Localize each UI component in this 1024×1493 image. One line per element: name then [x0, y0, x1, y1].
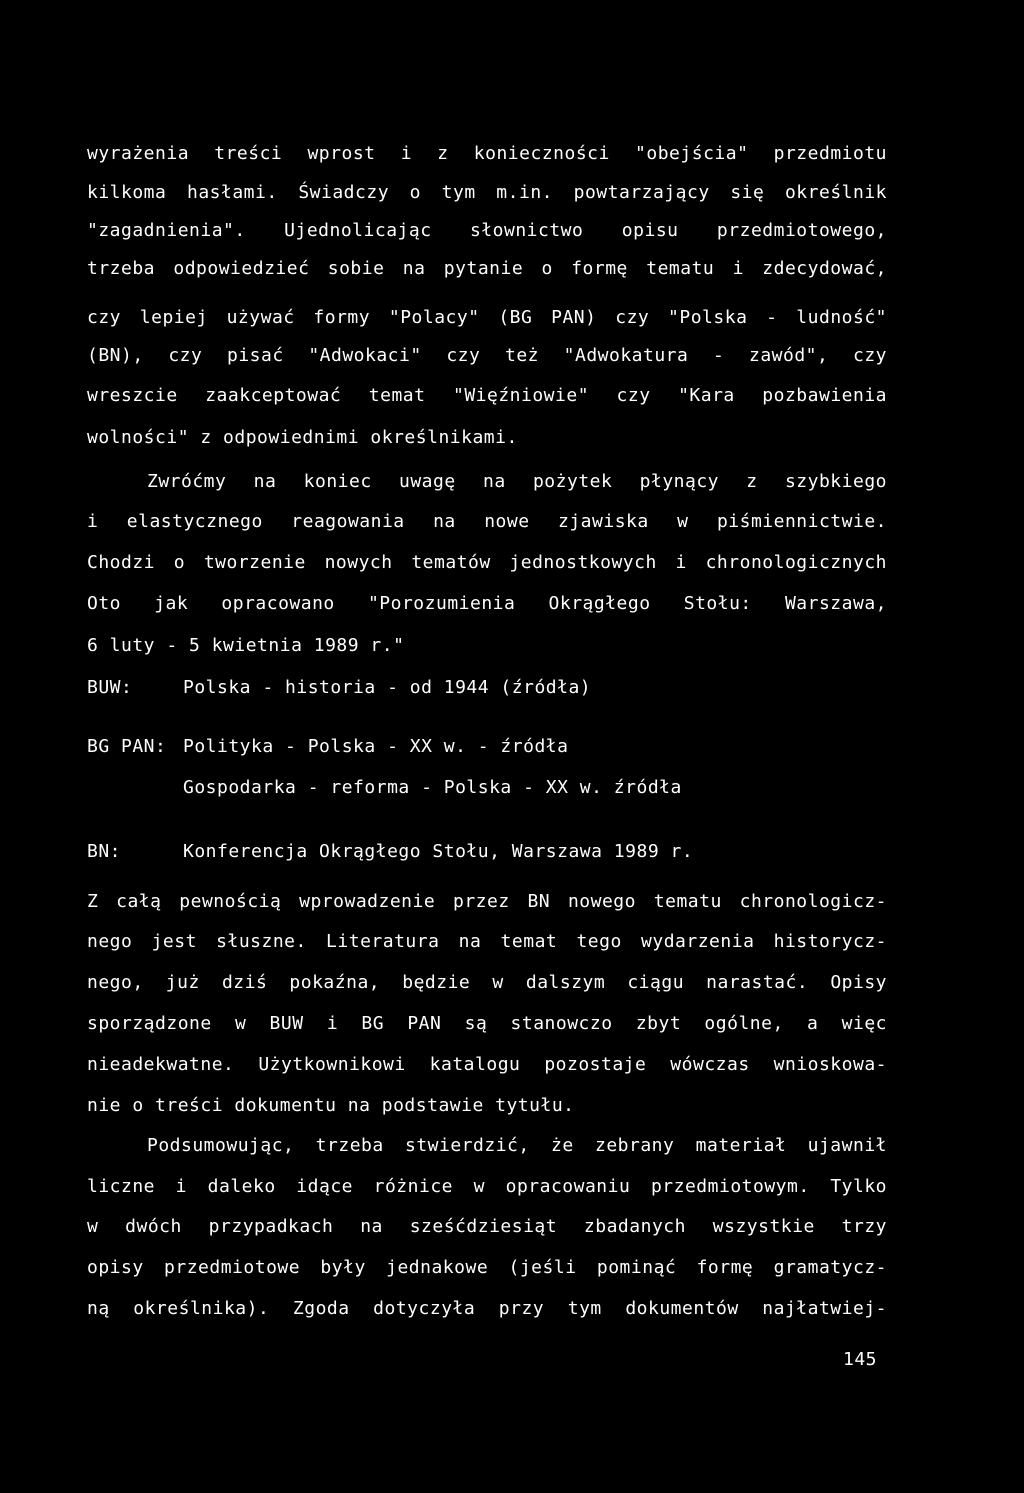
- catalog-label-bn: BN:: [87, 841, 122, 862]
- text-line: Podsumowując, trzeba stwierdzić, że zebrany materiał ujawnił: [147, 1135, 887, 1156]
- text-line: sporządzone w BUW i BG PAN są stanowczo zbyt ogólne, a więc: [87, 1013, 887, 1034]
- text-line: Z całą pewnością wprowadzenie przez BN nowego tematu chronologicz-: [87, 891, 887, 912]
- text-line: nego jest słuszne. Literatura na temat tego wydarzenia historycz-: [87, 931, 887, 952]
- text-line: czy lepiej używać formy "Polacy" (BG PAN) czy "Polska - ludność": [87, 307, 887, 328]
- text-line: i elastycznego reagowania na nowe zjawiska w piśmiennictwie.: [87, 511, 887, 532]
- text-line: trzeba odpowiedzieć sobie na pytanie o formę tematu i zdecydować,: [87, 258, 887, 279]
- catalog-label-buw: BUW:: [87, 677, 133, 698]
- catalog-entry-bgpan-1: Polityka - Polska - XX w. - źródła: [183, 736, 569, 757]
- text-line: wolności" z odpowiednimi określnikami.: [87, 427, 518, 448]
- text-line: 6 luty - 5 kwietnia 1989 r.": [87, 635, 405, 656]
- text-line: kilkoma hasłami. Świadczy o tym m.in. powtarzający się określnik: [87, 182, 887, 203]
- text-line: ną określnika). Zgoda dotyczyła przy tym dokumentów najłatwiej-: [87, 1298, 887, 1319]
- text-line: liczne i daleko idące różnice w opracowaniu przedmiotowym. Tylko: [87, 1176, 887, 1197]
- text-line: (BN), czy pisać "Adwokaci" czy też "Adwokatura - zawód", czy: [87, 345, 887, 366]
- text-line: wreszcie zaakceptować temat "Więźniowie" czy "Kara pozbawienia: [87, 385, 887, 406]
- text-line: nie o treści dokumentu na podstawie tytułu.: [87, 1095, 575, 1116]
- text-line: opisy przedmiotowe były jednakowe (jeśli pominąć formę gramatycz-: [87, 1257, 887, 1278]
- text-line: nego, już dziś pokaźna, będzie w dalszym ciągu narastać. Opisy: [87, 972, 887, 993]
- catalog-entry-bgpan-2: Gospodarka - reforma - Polska - XX w. źródła: [183, 777, 682, 798]
- text-line: Zwróćmy na koniec uwagę na pożytek płynący z szybkiego: [147, 471, 887, 492]
- text-line: Chodzi o tworzenie nowych tematów jednostkowych i chronologicznych: [87, 552, 887, 573]
- catalog-label-bgpan: BG PAN:: [87, 736, 167, 757]
- page-number: 145: [843, 1349, 878, 1370]
- catalog-entry-buw: Polska - historia - od 1944 (źródła): [183, 677, 592, 698]
- text-line: wyrażenia treści wprost i z konieczności "obejścia" przedmiotu: [87, 143, 887, 164]
- catalog-entry-bn: Konferencja Okrągłego Stołu, Warszawa 1989 r.: [183, 841, 694, 862]
- text-line: "zagadnienia". Ujednolicając słownictwo opisu przedmiotowego,: [87, 220, 887, 241]
- text-line: nieadekwatne. Użytkownikowi katalogu pozostaje wówczas wnioskowa-: [87, 1054, 887, 1075]
- text-line: Oto jak opracowano "Porozumienia Okrągłego Stołu: Warszawa,: [87, 593, 887, 614]
- text-line: w dwóch przypadkach na sześćdziesiąt zbadanych wszystkie trzy: [87, 1216, 887, 1237]
